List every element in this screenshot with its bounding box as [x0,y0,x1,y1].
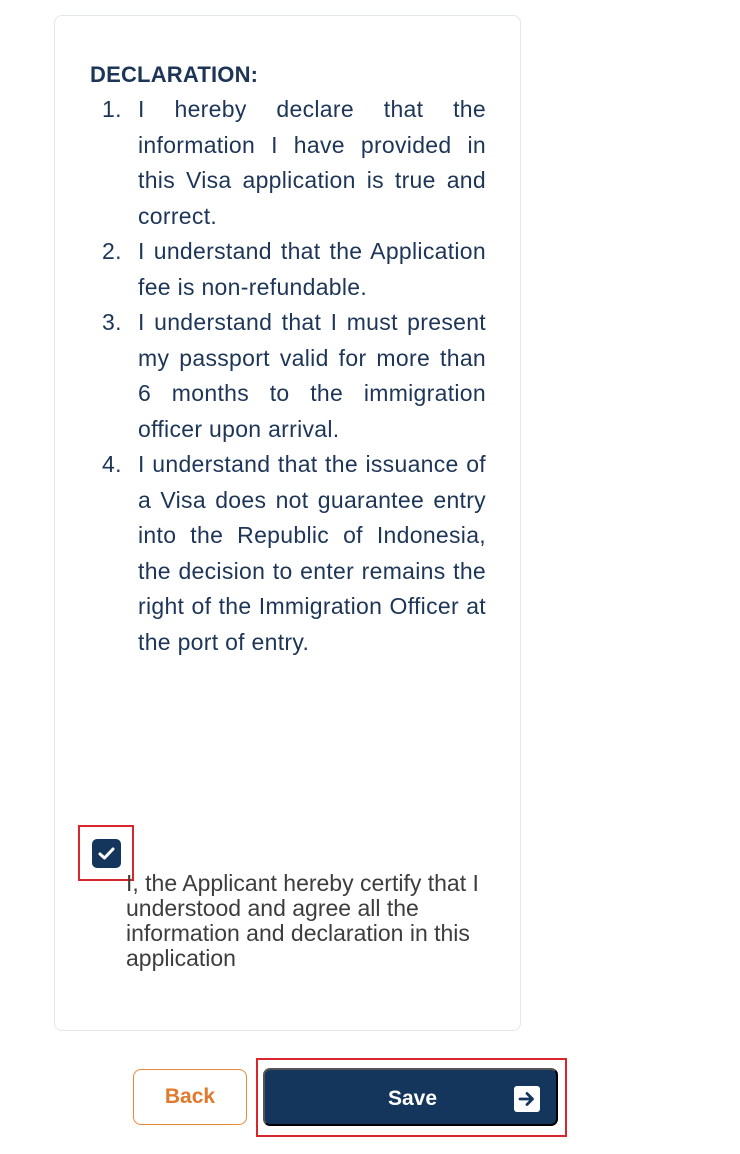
agreement-checkbox[interactable] [92,839,121,868]
declaration-item-number: 3. [102,309,122,335]
declaration-title: DECLARATION: [90,62,259,87]
declaration-item [90,234,486,305]
save-button-label: Save [387,1087,438,1110]
save-button[interactable] [263,1068,558,1126]
declaration-item-number: 1. [102,96,122,122]
declaration-item [90,447,486,660]
arrow-right-box-icon [514,1086,540,1112]
back-button[interactable]: Back [133,1069,247,1125]
declaration-item [90,305,486,447]
declaration-item [90,92,486,234]
declaration-item-number: 4. [102,451,122,477]
declaration-list [90,92,486,660]
declaration-item-number: 2. [102,238,122,264]
declaration-item-text: I hereby declare that the information I have provided in this Visa application is true and correct. [138,96,486,229]
declaration-item-text: I understand that the issuance of a Visa does not guarantee entry into the Republic of Indonesia, the decision to enter remains the right of the Immigration Officer at the port of entry. [138,451,486,655]
declaration-item-text: I understand that I must present my passport valid for more than 6 months to the immigration officer upon arrival. [138,309,486,442]
check-icon [98,846,115,861]
agreement-text: I, the Applicant hereby certify that I understood and agree all the information and declaration in this application [126,870,479,971]
declaration-item-text: I understand that the Application fee is non-refundable. [138,238,486,300]
